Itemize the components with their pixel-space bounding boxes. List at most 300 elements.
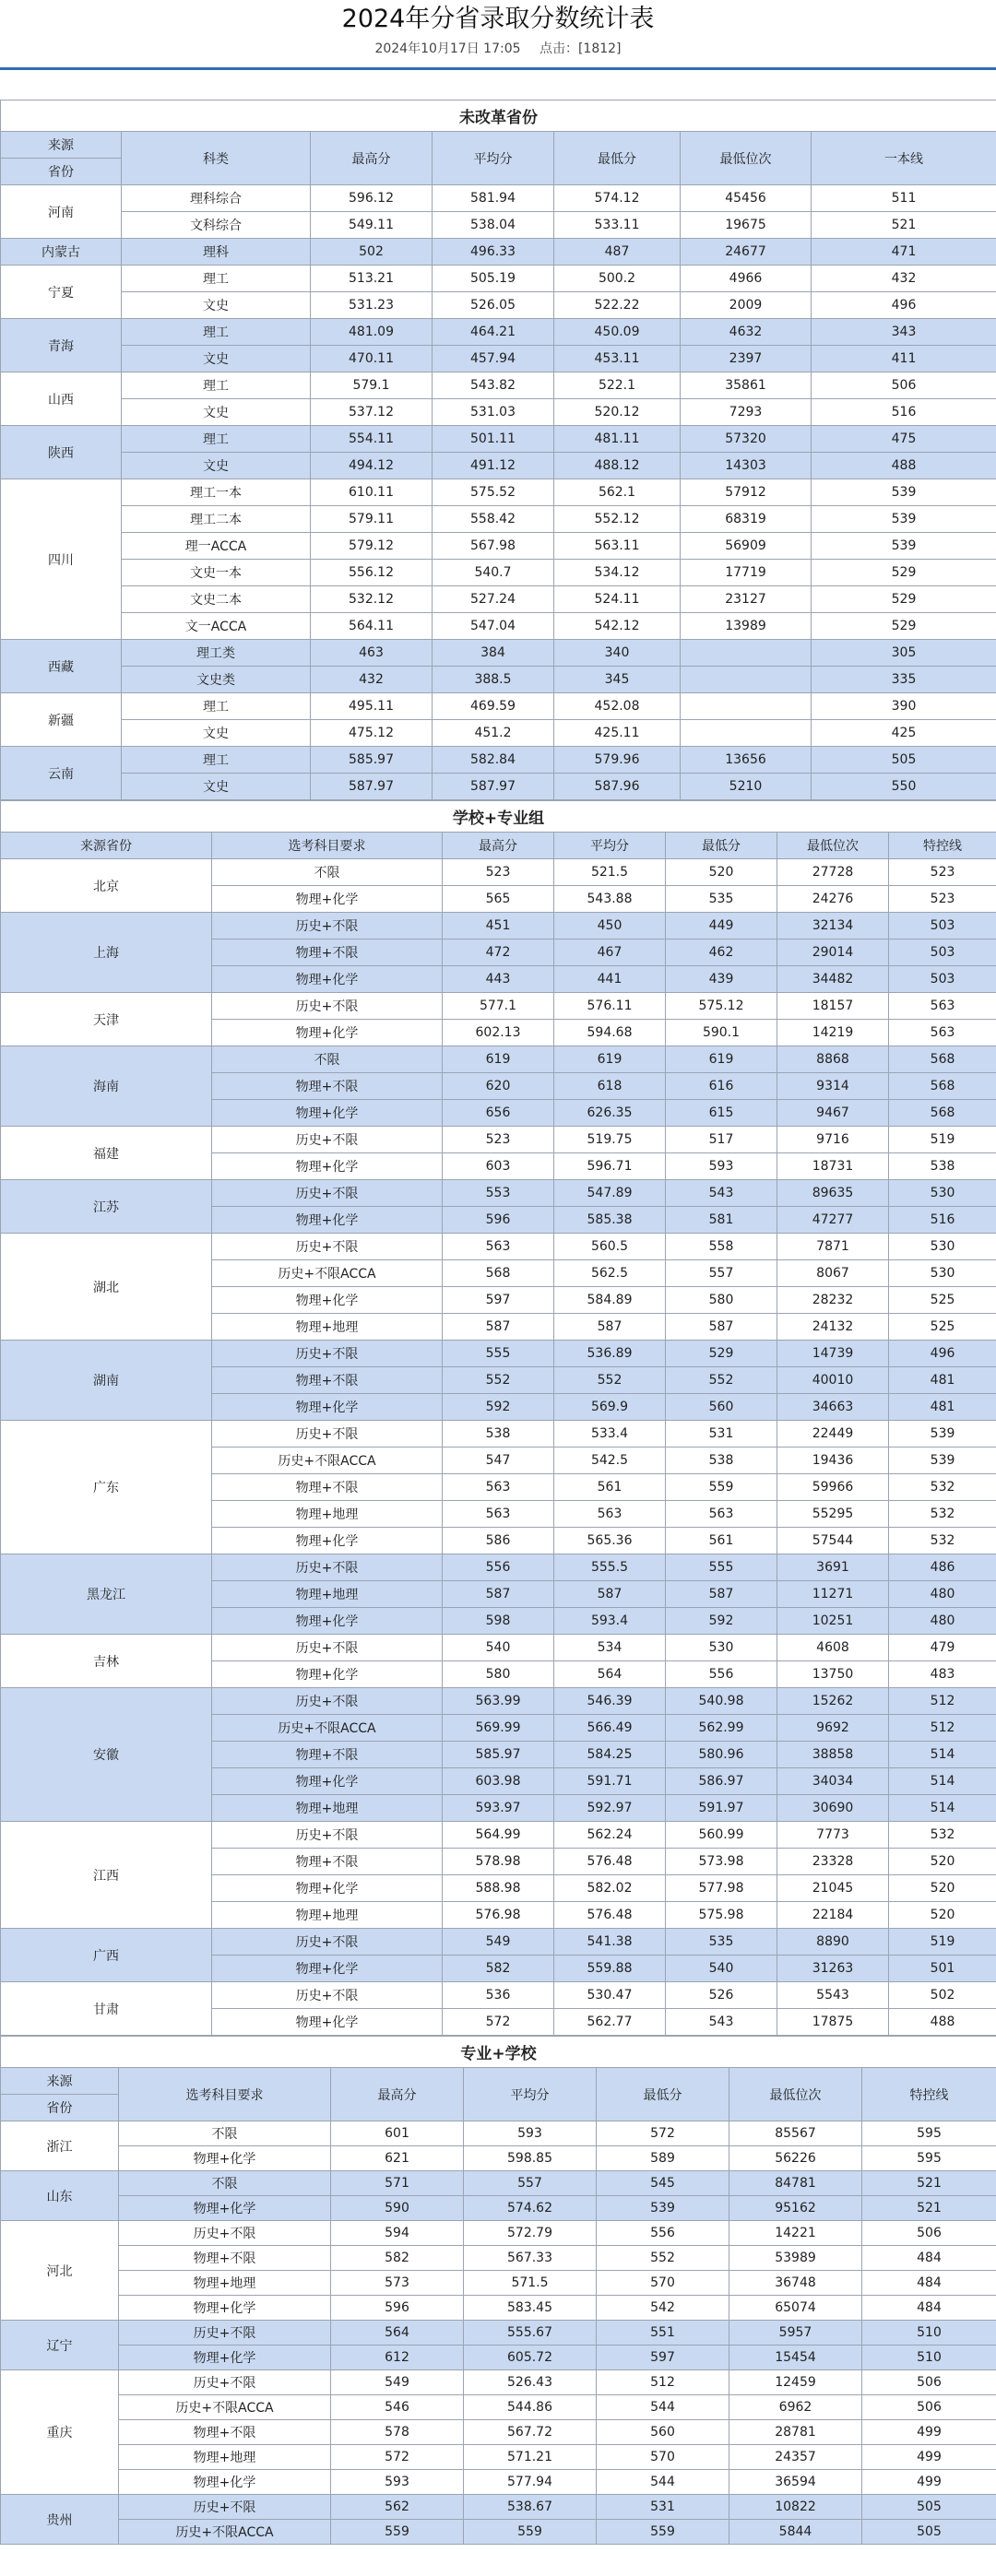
province-cell: 湖北 — [1, 1234, 212, 1341]
data-cell: 480 — [889, 1581, 996, 1608]
data-cell: 559 — [331, 2520, 464, 2545]
data-cell: 物理+化学 — [212, 1100, 443, 1127]
data-cell: 593 — [464, 2121, 597, 2146]
data-cell: 563 — [443, 1234, 554, 1260]
data-cell: 4608 — [777, 1635, 889, 1661]
data-cell: 567.98 — [433, 533, 554, 560]
data-cell: 历史+不限 — [119, 2370, 331, 2395]
data-cell: 物理+化学 — [212, 1956, 443, 1982]
data-cell: 56226 — [729, 2146, 862, 2171]
data-cell: 587 — [443, 1314, 554, 1341]
data-cell: 578 — [331, 2420, 464, 2445]
data-cell: 575.12 — [666, 993, 777, 1020]
table-row — [1, 720, 996, 747]
data-cell: 505 — [812, 747, 996, 774]
data-cell: 历史+不限ACCA — [212, 1260, 443, 1287]
data-cell: 53989 — [729, 2246, 862, 2271]
data-cell: 47277 — [777, 1207, 889, 1234]
province-cell: 宁夏 — [1, 266, 122, 319]
data-cell: 619 — [666, 1046, 777, 1073]
data-cell: 34034 — [777, 1768, 889, 1795]
data-cell — [681, 640, 812, 667]
data-cell: 538.04 — [433, 212, 554, 239]
data-cell: 529 — [812, 586, 996, 613]
data-cell: 597 — [443, 1287, 554, 1314]
data-cell: 592.97 — [554, 1795, 666, 1822]
data-cell: 544 — [597, 2470, 729, 2495]
column-header: 选考科目要求 — [212, 833, 443, 859]
data-cell: 物理+地理 — [212, 1314, 443, 1341]
data-cell: 65074 — [729, 2296, 862, 2321]
data-cell: 578.98 — [443, 1849, 554, 1875]
data-cell: 物理+地理 — [119, 2271, 331, 2296]
data-cell: 历史+不限 — [212, 1982, 443, 2009]
data-cell: 462 — [666, 939, 777, 966]
data-cell: 物理+化学 — [119, 2196, 331, 2221]
table-row — [1, 2395, 996, 2420]
data-cell: 文史 — [122, 346, 311, 372]
data-cell: 496.33 — [433, 239, 554, 266]
page-meta — [0, 37, 996, 61]
data-cell: 523 — [889, 859, 996, 886]
data-cell: 470.11 — [311, 346, 433, 372]
data-cell: 574.12 — [554, 185, 681, 212]
data-cell: 555 — [666, 1554, 777, 1581]
data-cell: 587 — [554, 1314, 666, 1341]
data-cell: 549.11 — [311, 212, 433, 239]
data-cell: 理工 — [122, 319, 311, 346]
data-cell: 496 — [812, 292, 996, 319]
data-cell: 89635 — [777, 1180, 889, 1207]
data-cell: 585.38 — [554, 1207, 666, 1234]
data-cell: 559 — [597, 2520, 729, 2545]
data-cell: 531.23 — [311, 292, 433, 319]
data-cell: 481 — [889, 1394, 996, 1421]
data-cell: 538.67 — [464, 2495, 597, 2520]
data-cell: 22184 — [777, 1902, 889, 1929]
data-cell: 522.1 — [554, 372, 681, 399]
data-cell: 530 — [889, 1260, 996, 1287]
data-cell: 595 — [862, 2121, 996, 2146]
data-cell: 9467 — [777, 1100, 889, 1127]
data-cell: 531 — [666, 1421, 777, 1448]
data-cell: 5210 — [681, 774, 812, 800]
data-cell: 历史+不限 — [212, 1929, 443, 1956]
data-cell: 384 — [433, 640, 554, 667]
data-cell: 481.11 — [554, 426, 681, 453]
data-cell: 10822 — [729, 2495, 862, 2520]
data-cell: 历史+不限 — [212, 1688, 443, 1715]
section-title-row — [1, 2037, 996, 2068]
data-cell: 物理+化学 — [212, 1661, 443, 1688]
data-cell: 526.05 — [433, 292, 554, 319]
data-cell: 579.96 — [554, 747, 681, 774]
data-cell: 524.11 — [554, 586, 681, 613]
data-cell: 584.89 — [554, 1287, 666, 1314]
data-cell: 586.97 — [666, 1768, 777, 1795]
data-cell: 521 — [862, 2171, 996, 2196]
data-cell: 565.36 — [554, 1528, 666, 1554]
data-cell: 562 — [331, 2495, 464, 2520]
data-cell: 551 — [597, 2321, 729, 2346]
data-cell: 449 — [666, 913, 777, 939]
data-cell: 555.5 — [554, 1554, 666, 1581]
data-cell: 570 — [597, 2445, 729, 2470]
data-cell: 532.12 — [311, 586, 433, 613]
data-cell: 529 — [812, 560, 996, 586]
data-cell: 564 — [331, 2321, 464, 2346]
table-row — [1, 667, 996, 693]
data-cell: 479 — [889, 1635, 996, 1661]
province-cell: 陕西 — [1, 426, 122, 479]
data-cell: 587 — [554, 1581, 666, 1608]
click-count: 点击：[1812] — [539, 41, 622, 56]
column-header: 选考科目要求 — [119, 2068, 331, 2121]
data-cell: 18731 — [777, 1153, 889, 1180]
data-cell: 559.88 — [554, 1956, 666, 1982]
data-cell: 495.11 — [311, 693, 433, 720]
province-cell: 黑龙江 — [1, 1554, 212, 1635]
data-cell: 480 — [889, 1608, 996, 1635]
data-cell: 历史+不限 — [212, 1554, 443, 1581]
data-cell: 491.12 — [433, 453, 554, 479]
data-cell: 525 — [889, 1287, 996, 1314]
data-cell: 539 — [889, 1421, 996, 1448]
data-cell: 物理+化学 — [212, 1287, 443, 1314]
data-cell: 历史+不限 — [212, 1180, 443, 1207]
data-cell: 616 — [666, 1073, 777, 1100]
data-cell: 499 — [862, 2470, 996, 2495]
data-cell: 历史+不限 — [212, 1421, 443, 1448]
data-cell: 305 — [812, 640, 996, 667]
column-header: 最高分 — [331, 2068, 464, 2121]
data-cell: 525 — [889, 1314, 996, 1341]
data-cell: 539 — [812, 533, 996, 560]
data-cell: 不限 — [119, 2121, 331, 2146]
data-cell: 534.12 — [554, 560, 681, 586]
data-cell: 594.68 — [554, 1020, 666, 1046]
data-cell: 514 — [889, 1742, 996, 1768]
data-cell: 563.99 — [443, 1688, 554, 1715]
data-cell: 563 — [889, 993, 996, 1020]
data-cell: 文史 — [122, 720, 311, 747]
table-row — [1, 2445, 996, 2470]
data-cell: 499 — [862, 2445, 996, 2470]
data-cell: 历史+不限ACCA — [212, 1448, 443, 1474]
province-cell: 天津 — [1, 993, 212, 1046]
data-cell: 582.02 — [554, 1875, 666, 1902]
data-cell: 556 — [597, 2221, 729, 2246]
data-cell: 612 — [331, 2346, 464, 2370]
table-row — [1, 2520, 996, 2545]
data-cell: 2397 — [681, 346, 812, 372]
header-row — [1, 833, 996, 859]
data-cell: 物理+化学 — [212, 1153, 443, 1180]
header-source: 来源 — [1, 132, 122, 159]
section-title-row — [1, 801, 996, 833]
data-cell: 历史+不限ACCA — [119, 2520, 331, 2545]
data-cell: 570 — [597, 2271, 729, 2296]
data-cell: 488 — [812, 453, 996, 479]
data-cell: 501.11 — [433, 426, 554, 453]
data-cell: 467 — [554, 939, 666, 966]
data-cell: 文史一本 — [122, 560, 311, 586]
data-cell: 552 — [597, 2246, 729, 2271]
data-cell: 物理+化学 — [119, 2146, 331, 2171]
data-cell: 7773 — [777, 1822, 889, 1849]
data-cell: 432 — [812, 266, 996, 292]
data-cell: 499 — [862, 2420, 996, 2445]
data-cell: 540 — [666, 1956, 777, 1982]
data-cell: 558.42 — [433, 506, 554, 533]
data-cell: 514 — [889, 1768, 996, 1795]
table-row — [1, 346, 996, 372]
data-cell: 572 — [331, 2445, 464, 2470]
publish-date: 2024年10月17日 17:05 — [374, 41, 521, 56]
data-cell: 560.5 — [554, 1234, 666, 1260]
data-cell: 36748 — [729, 2271, 862, 2296]
data-cell: 520 — [889, 1875, 996, 1902]
section-title: 未改革省份 — [1, 100, 996, 132]
data-cell: 563 — [443, 1501, 554, 1528]
province-cell: 甘肃 — [1, 1982, 212, 2036]
data-cell: 5844 — [729, 2520, 862, 2545]
data-cell: 587 — [666, 1314, 777, 1341]
data-cell: 29014 — [777, 939, 889, 966]
data-cell: 563.11 — [554, 533, 681, 560]
data-cell: 547.89 — [554, 1180, 666, 1207]
table-row — [1, 640, 996, 667]
province-cell: 云南 — [1, 747, 122, 800]
data-cell: 物理+地理 — [119, 2445, 331, 2470]
table-row — [1, 2171, 996, 2196]
data-cell: 24276 — [777, 886, 889, 913]
data-cell: 619 — [443, 1046, 554, 1073]
data-cell: 555.67 — [464, 2321, 597, 2346]
page-title: 2024年分省录取分数统计表 — [341, 5, 655, 33]
data-cell: 561 — [554, 1474, 666, 1501]
data-cell: 9314 — [777, 1073, 889, 1100]
data-cell: 591.71 — [554, 1768, 666, 1795]
data-cell: 577.94 — [464, 2470, 597, 2495]
data-cell: 6962 — [729, 2395, 862, 2420]
data-cell: 571.5 — [464, 2271, 597, 2296]
data-cell: 物理+化学 — [119, 2470, 331, 2495]
data-cell: 450 — [554, 913, 666, 939]
table-row — [1, 913, 996, 939]
data-cell: 432 — [311, 667, 433, 693]
data-cell: 598.85 — [464, 2146, 597, 2171]
column-header: 平均分 — [433, 132, 554, 185]
data-cell: 85567 — [729, 2121, 862, 2146]
data-cell: 521 — [862, 2196, 996, 2221]
data-cell: 582 — [331, 2246, 464, 2271]
data-cell: 568 — [889, 1046, 996, 1073]
data-cell: 580 — [443, 1661, 554, 1688]
data-cell: 590 — [331, 2196, 464, 2221]
data-cell: 656 — [443, 1100, 554, 1127]
data-cell: 343 — [812, 319, 996, 346]
province-cell: 西藏 — [1, 640, 122, 693]
data-cell: 562.5 — [554, 1260, 666, 1287]
data-cell: 物理+化学 — [212, 1875, 443, 1902]
data-cell: 理科 — [122, 239, 311, 266]
data-cell: 575.52 — [433, 479, 554, 506]
data-cell: 527.24 — [433, 586, 554, 613]
data-cell: 595 — [862, 2146, 996, 2171]
data-cell: 3691 — [777, 1554, 889, 1581]
data-cell: 575.98 — [666, 1902, 777, 1929]
table-row — [1, 2495, 996, 2520]
data-cell: 488 — [889, 2009, 996, 2036]
province-cell: 广东 — [1, 1421, 212, 1554]
table-row — [1, 613, 996, 640]
data-cell: 463 — [311, 640, 433, 667]
data-cell: 484 — [862, 2296, 996, 2321]
province-cell: 湖南 — [1, 1341, 212, 1421]
data-cell: 475 — [812, 426, 996, 453]
data-cell: 500.2 — [554, 266, 681, 292]
data-cell: 514 — [889, 1795, 996, 1822]
data-cell: 538 — [889, 1153, 996, 1180]
table-row — [1, 1234, 996, 1260]
data-cell: 579.12 — [311, 533, 433, 560]
table-row — [1, 426, 996, 453]
data-cell: 487 — [554, 239, 681, 266]
province-cell: 贵州 — [1, 2495, 119, 2545]
data-cell: 18157 — [777, 993, 889, 1020]
data-cell: 40010 — [777, 1367, 889, 1394]
data-cell: 95162 — [729, 2196, 862, 2221]
data-cell: 554.11 — [311, 426, 433, 453]
section-title: 专业+学校 — [1, 2037, 996, 2068]
data-cell: 历史+不限 — [212, 1635, 443, 1661]
data-cell: 物理+不限 — [212, 1849, 443, 1875]
data-cell: 物理+地理 — [212, 1902, 443, 1929]
data-cell: 历史+不限ACCA — [212, 1715, 443, 1742]
data-cell: 552 — [554, 1367, 666, 1394]
data-cell: 596 — [443, 1207, 554, 1234]
data-cell: 593 — [666, 1153, 777, 1180]
province-cell: 北京 — [1, 859, 212, 913]
data-cell: 28232 — [777, 1287, 889, 1314]
data-cell: 533.11 — [554, 212, 681, 239]
data-cell: 563 — [443, 1474, 554, 1501]
data-cell: 519 — [889, 1127, 996, 1153]
province-cell: 安徽 — [1, 1688, 212, 1822]
data-cell: 538 — [666, 1448, 777, 1474]
data-cell: 573 — [331, 2271, 464, 2296]
data-cell: 425 — [812, 720, 996, 747]
data-cell: 512 — [889, 1688, 996, 1715]
province-cell: 重庆 — [1, 2370, 119, 2495]
data-cell: 546.39 — [554, 1688, 666, 1715]
data-cell: 535 — [666, 886, 777, 913]
data-cell: 566.49 — [554, 1715, 666, 1742]
data-cell: 559 — [666, 1474, 777, 1501]
data-cell: 14221 — [729, 2221, 862, 2246]
data-cell: 571 — [331, 2171, 464, 2196]
data-cell: 593.97 — [443, 1795, 554, 1822]
table-row — [1, 2470, 996, 2495]
table-row — [1, 859, 996, 886]
data-cell: 573.98 — [666, 1849, 777, 1875]
province-cell: 吉林 — [1, 1635, 212, 1688]
data-cell: 物理+不限 — [212, 1073, 443, 1100]
data-cell: 547.04 — [433, 613, 554, 640]
data-cell: 2009 — [681, 292, 812, 319]
table-row — [1, 266, 996, 292]
data-cell: 621 — [331, 2146, 464, 2171]
data-cell: 5543 — [777, 1982, 889, 2009]
table-row — [1, 212, 996, 239]
data-cell: 560.99 — [666, 1822, 777, 1849]
data-cell: 592 — [443, 1394, 554, 1421]
data-cell: 15262 — [777, 1688, 889, 1715]
header-source: 来源 — [1, 2068, 119, 2095]
data-cell: 物理+化学 — [212, 966, 443, 993]
province-cell: 内蒙古 — [1, 239, 122, 266]
data-cell: 理工 — [122, 372, 311, 399]
data-cell: 563 — [554, 1501, 666, 1528]
data-cell: 文史 — [122, 292, 311, 319]
data-cell: 523 — [889, 886, 996, 913]
data-cell: 345 — [554, 667, 681, 693]
data-cell: 544 — [597, 2395, 729, 2420]
data-cell: 529 — [666, 1341, 777, 1367]
section-table — [0, 2036, 996, 2545]
data-cell: 543.82 — [433, 372, 554, 399]
data-cell: 13989 — [681, 613, 812, 640]
data-cell: 532 — [889, 1474, 996, 1501]
province-cell: 福建 — [1, 1127, 212, 1180]
data-cell: 519 — [889, 1929, 996, 1956]
data-cell: 物理+不限 — [119, 2246, 331, 2271]
data-cell: 530 — [889, 1180, 996, 1207]
data-cell: 587.97 — [311, 774, 433, 800]
data-cell: 582.84 — [433, 747, 554, 774]
data-cell: 563 — [666, 1501, 777, 1528]
province-cell: 广西 — [1, 1929, 212, 1982]
table-row — [1, 1554, 996, 1581]
table-row — [1, 2370, 996, 2395]
province-cell: 海南 — [1, 1046, 212, 1127]
data-cell: 历史+不限 — [119, 2321, 331, 2346]
header-province: 省份 — [1, 2095, 119, 2121]
data-cell: 文史二本 — [122, 586, 311, 613]
data-cell: 物理+化学 — [212, 1207, 443, 1234]
data-cell: 484 — [862, 2246, 996, 2271]
data-cell: 文一ACCA — [122, 613, 311, 640]
data-cell: 19675 — [681, 212, 812, 239]
data-cell: 439 — [666, 966, 777, 993]
data-cell: 59966 — [777, 1474, 889, 1501]
data-cell: 56909 — [681, 533, 812, 560]
table-row — [1, 1982, 996, 2009]
data-cell: 历史+不限 — [119, 2221, 331, 2246]
data-cell: 532 — [889, 1528, 996, 1554]
data-cell: 24132 — [777, 1314, 889, 1341]
data-cell: 543 — [666, 1180, 777, 1207]
data-cell: 537.12 — [311, 399, 433, 426]
data-cell: 390 — [812, 693, 996, 720]
data-cell: 340 — [554, 640, 681, 667]
table-row — [1, 2346, 996, 2370]
data-cell: 519.75 — [554, 1127, 666, 1153]
data-cell: 530.47 — [554, 1982, 666, 2009]
data-cell: 23127 — [681, 586, 812, 613]
data-cell: 619 — [554, 1046, 666, 1073]
